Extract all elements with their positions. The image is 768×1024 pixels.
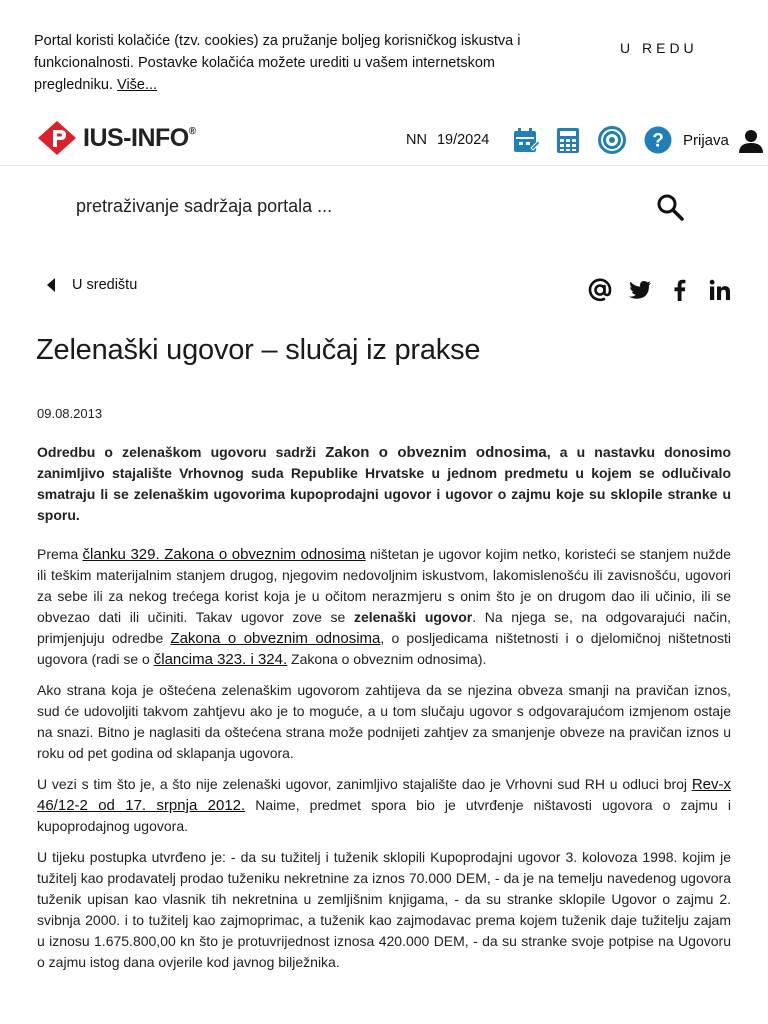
- cookie-message: Portal koristi kolačiće (tzv. cookies) za pružanje boljeg korisničkog iskustva i funkcionalnosti. Postavke kolačića možete urediti u vašem internetskom pregledniku.: [34, 33, 521, 93]
- p1-text-2: ništetan je ugovor kojim netko, koristeći se stanjem nužde ili teškim materijalnim stanjem drugog, njegovim nedovoljnim iskustvom, lakomislenošću ili zavisnošću, ugovori za sebe ili za nekog trećega korist koja je u očitom nerazmjeru s onim što je on drugom dao ili učinio, ili se obvezao dati ili učiniti. Takav ugovor zove se: [37, 546, 731, 625]
- article-paragraph: [37, 544, 731, 670]
- p3-text-2: Naime, predmet spora bio je utvrđenje ništavosti ugovora o zajmu i kupoprodajnog ugovora.: [37, 797, 731, 834]
- target-icon[interactable]: [598, 126, 626, 154]
- back-link[interactable]: [46, 277, 137, 293]
- cookie-accept-button[interactable]: U REDU: [620, 40, 698, 56]
- calendar-icon[interactable]: [512, 126, 540, 154]
- linkedin-icon[interactable]: [708, 278, 732, 302]
- article-paragraph: U tijeku postupka utvrđeno je: - da su tužitelj i tuženik sklopili Kupoprodajni ugovor 3. kolovoza 1998. kojim je tužitelj kao prodavatelj prodao tuženiku nekretnine za iznos 70.000 DEM, - da je na temelju navedenog ugovora tuženik upisan kao vlasnik tih nekretnina u zemljišnim knjigama, - da su stranke sklopile Ugovor o zajmu 2. svibnja 2000. i to tužitelj kao zajmoprimac, a tuženik kao zajmodavac prema kojem tuženik daje tužitelju zajam u iznosu 1.675.800,00 kn što je protuvrijednost iznosa 420.000 DEM, - da su stranke svoje potpise na Ugovoru o zajmu istog dana ovjerile kod javnog bilježnika.: [37, 849, 731, 970]
- p1-text-1: Prema: [37, 546, 83, 562]
- search-icon[interactable]: [656, 193, 684, 221]
- cookie-text: [34, 30, 554, 96]
- svg-text:?: ?: [652, 130, 664, 152]
- logo-registered: ®: [188, 125, 196, 137]
- article-lead: [37, 442, 731, 526]
- lead-law-name: Zakon o obveznim odnosima: [325, 444, 547, 461]
- law-link[interactable]: Zakona o obveznim odnosima: [170, 630, 381, 647]
- lead-text-1: Odredbu o zelenaškom ugovoru sadrži: [37, 444, 326, 460]
- search-bar: [0, 167, 768, 245]
- article-paragraph: [37, 774, 731, 837]
- cookie-banner: [0, 0, 768, 110]
- logo-text: [83, 124, 196, 153]
- user-icon[interactable]: [738, 128, 764, 154]
- law-articles-link[interactable]: člancima 323. i 324.: [153, 651, 288, 668]
- article-body: [37, 442, 731, 983]
- nn-number: 19/2024: [436, 132, 490, 148]
- at-icon[interactable]: [588, 278, 612, 302]
- site-logo[interactable]: [37, 120, 196, 156]
- law-article-link[interactable]: članku 329. Zakona o obveznim odnosima: [82, 546, 366, 563]
- help-icon[interactable]: [644, 126, 672, 154]
- back-label: U središtu: [72, 277, 138, 293]
- lead-text-2: , a u nastavku donosimo zanimljivo stajalište Vrhovnog suda Republike Hrvatske u jednom predmetu u kojem se odlučivalo smatraju li se zelenaškim ugovorima kupoprodajni ugovor i ugovor o zajmu koje su sklopile stranke u sporu.: [37, 444, 731, 523]
- caret-left-icon: [46, 277, 56, 293]
- article-title: Zelenaški ugovor – slučaj iz prakse: [36, 334, 481, 366]
- p3-text-1: U vezi s tim što je, a što nije zelenaški ugovor, zanimljivo stajalište dao je Vrhovni sud RH u odluci broj: [37, 776, 692, 792]
- p1-text-5: Zakona o obveznim odnosima).: [287, 651, 487, 667]
- p1-text-3: . Na njega se, na odgovarajući način, primjenjuju odredbe: [37, 609, 731, 646]
- official-gazette-link[interactable]: [406, 132, 489, 148]
- logo-wordmark: IUS-INFO: [83, 123, 189, 152]
- twitter-icon[interactable]: [628, 278, 652, 302]
- logo-mark-icon: [37, 120, 77, 156]
- article-date: 09.08.2013: [37, 406, 103, 421]
- court-decision-link[interactable]: Rev-x 46/12-2 od 17. srpnja 2012.: [37, 776, 731, 814]
- nn-label: NN: [406, 132, 427, 148]
- p1-text-4: , o posljedicama ništetnosti i o djelomičnoj ništetnosti ugovora (radi se o: [37, 630, 731, 667]
- site-header: [0, 110, 768, 166]
- calculator-icon[interactable]: [554, 126, 582, 154]
- article-paragraph: Ako strana koja je oštećena zelenaškim ugovorom zahtijeva da se njezina obveza smanji na pravičan iznos, sud će udovoljiti takvom zahtjevu ako je to moguće, a u tom slučaju ugovor s odgovarajućom izmjenom ostaje na snazi. Bitno je naglasiti da oštećena strana može podnijeti zahtjev za smanjenje obveze na pravičan iznos u roku od pet godina od sklapanja ugovora.: [37, 682, 731, 761]
- search-input[interactable]: [76, 193, 636, 219]
- cookie-more-link[interactable]: Više...: [117, 77, 158, 93]
- login-link[interactable]: Prijava: [683, 132, 729, 149]
- p1-bold-term: zelenaški ugovor: [353, 609, 473, 625]
- facebook-icon[interactable]: [668, 278, 692, 302]
